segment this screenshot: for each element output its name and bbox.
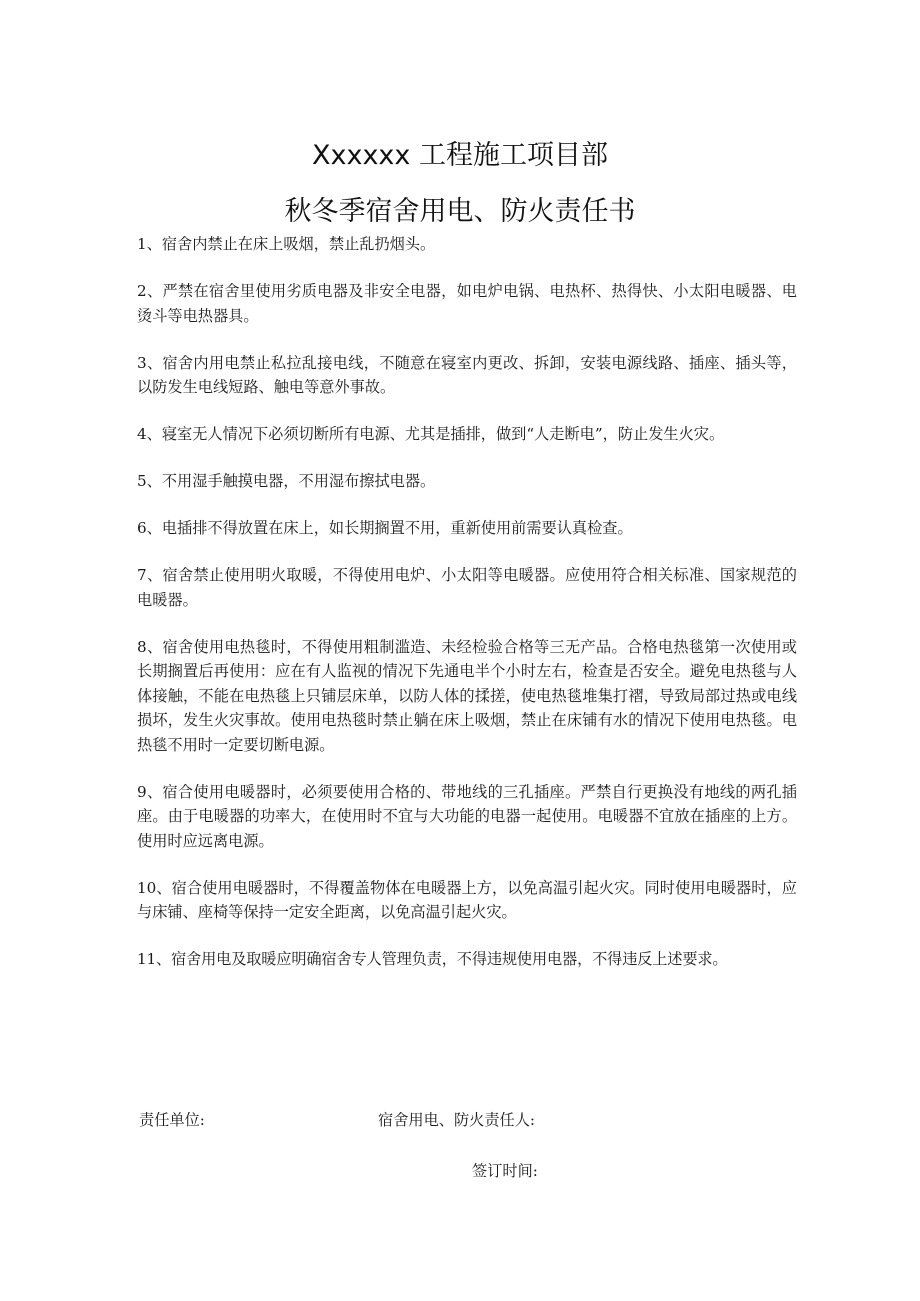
- document-title-project: Xxxxxx 工程施工项目部: [312, 140, 608, 171]
- rule-item-9: 9、宿合使用电暖器时，必须要使用合格的、带地线的三孔插座。严禁自行更换没有地线的两孔插座。由于电暖器的功率大，在使用时不宜与大功能的电器一起使用。电暖器不宜放在插座的上方。使用时应远离电源。: [137, 782, 797, 850]
- rule-item-8: 8、宿舍使用电热毯时，不得使用粗制滥造、未经检验合格等三无产品。合格电热毯第一次使用或长期搁置后再使用：应在有人监视的情况下先通电半个小时左右，检查是否安全。避免电热毯与人体接触，不能在电热毯上只铺层床单，以防人体的揉搓，使电热毯堆集打褶，导致局部过热或电线损坏，发生火灾事故。使用电热毯时禁止躺在床上吸烟，禁止在床铺有水的情况下使用电热毯。电热毯不用时一定要切断电源。: [137, 637, 797, 754]
- rule-item-3: 3、宿舍内用电禁止私拉乱接电线，不随意在寝室内更改、拆卸，安装电源线路、插座、插头等，以防发生电线短路、触电等意外事故。: [137, 353, 797, 396]
- rule-item-2: 2、严禁在宿舍里使用劣质电器及非安全电器，如电炉电锅、电热杯、热得快、小太阳电暖器、电烫斗等电热器具。: [137, 282, 797, 325]
- rule-item-6: 6、电插排不得放置在床上，如长期搁置不用，重新使用前需要认真检查。: [137, 519, 633, 537]
- rule-item-10: 10、宿合使用电暖器时，不得覆盖物体在电暖器上方，以免高温引起火灾。同时使用电暖器时，应与床铺、座椅等保持一定安全距离，以免高温引起火灾。: [137, 878, 797, 921]
- rule-item-1: 1、宿舍内禁止在床上吸烟，禁止乱扔烟头。: [137, 235, 436, 253]
- signing-date-label: 签订时间:: [472, 1162, 538, 1180]
- responsible-person-label: 宿舍用电、防火责任人:: [378, 1111, 535, 1129]
- responsible-unit-label: 责任单位:: [139, 1111, 205, 1129]
- rule-item-7: 7、宿舍禁止使用明火取暖，不得使用电炉、小太阳等电暖器。应使用符合相关标准、国家规范的电暖器。: [137, 566, 797, 609]
- rule-item-11: 11、宿舍用电及取暖应明确宿舍专人管理负责，不得违规使用电器，不得违反上述要求。: [137, 950, 728, 968]
- rule-item-4: 4、寝室无人情况下必须切断所有电源、尤其是插排，做到“人走断电”，防止发生火灾。: [137, 425, 725, 443]
- rule-item-5: 5、不用湿手触摸电器，不用湿布擦拭电器。: [137, 472, 436, 490]
- rules-list: [137, 232, 797, 994]
- document-title-main: 秋冬季宿舍用电、防火责任书: [284, 196, 636, 227]
